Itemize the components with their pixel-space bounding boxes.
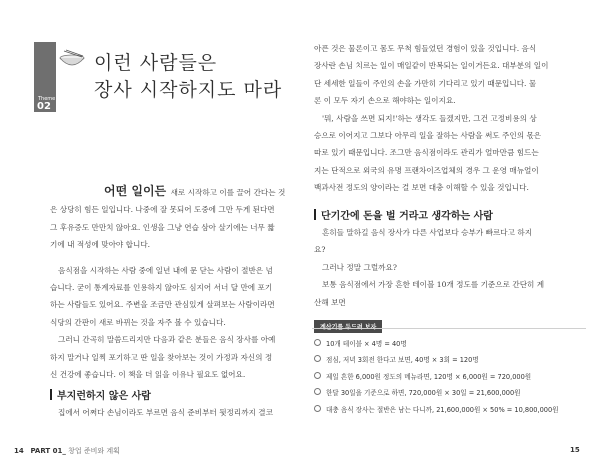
text-line: 그러니 간곡히 말씀드리지만 다음과 같은 분들은 음식 장사를 아예: [58, 335, 276, 345]
text-line: 음식점을 시작하는 사람 중에 일년 내에 문 닫는 사람이 절반은 넘: [58, 265, 273, 275]
text-line: 단 세세한 일들이 주인의 손을 가만히 기다리고 있기 때문입니다. 물: [314, 78, 537, 88]
right-page: [300, 0, 600, 470]
text-line: 보통 음식점에서 가장 흔한 테이블 10개 정도를 기준으로 간단히 계: [322, 280, 545, 290]
left-body-continued: [58, 404, 298, 421]
text-line: 지는 단적으로 외국의 유명 프랜차이즈업체의 경우 그 운영 매뉴얼이: [314, 165, 539, 175]
text-line: 그 후유증도 만만치 않아요. 인생을 그냥 연습 삼아 살기에는 너무 짧: [50, 222, 275, 232]
left-body: [50, 183, 290, 383]
text-line: 새로 시작하고 이를 끌어 간다는 것: [170, 188, 286, 197]
chapter-title-line1: 이런 사람들은: [94, 52, 218, 74]
text-line: 기에 내 적성에 맞아야 합니다.: [50, 240, 151, 250]
section-heading-text: 단기간에 돈을 벌 거라고 생각하는 사람: [321, 211, 493, 222]
text-line: 론 이 모두 자기 손으로 해야하는 일이지요.: [314, 96, 456, 106]
text-line: 산해 보면: [314, 297, 346, 307]
list-item-text: 제일 흔한 6,000원 정도의 메뉴라면, 120명 × 6,000원 = 720,000원: [326, 372, 532, 381]
text-line: 신 건강에 좋습니다. 이 책을 더 읽을 이유나 필요도 없어요.: [50, 370, 246, 380]
text-line: 승으로 이어지고 그보다 아무리 일을 잘하는 사람을 써도 주인의 몫은: [314, 131, 542, 141]
text-line: 은 상당히 힘든 일입니다. 나중에 잘 못되어 도중에 그만 두게 된다면: [50, 205, 275, 215]
part-label: PART 01_: [30, 447, 66, 455]
bullet-circle-icon: [314, 405, 321, 412]
bullet-circle-icon: [314, 355, 321, 362]
theme-number: 02: [37, 101, 51, 112]
list-item-text: 10개 테이블 × 4명 = 40명: [326, 340, 407, 348]
bullet-circle-icon: [314, 339, 321, 346]
page-number: 14: [14, 447, 24, 455]
theme-label: Theme: [38, 96, 56, 102]
section-heading-text: 부지런하지 않은 사람: [57, 391, 151, 402]
text-line: 요?: [314, 245, 326, 255]
text-line: 습니다. 굳이 통계자료를 인용하지 않아도 심지어 서너 달 만에 포기: [50, 283, 273, 293]
list-item: [314, 369, 589, 385]
chapter-title-line2: 장사 시작하지도 마라: [94, 79, 283, 101]
text-line: 집에서 어쩌다 손님이라도 부르면 음식 준비부터 뒷정리까지 결코: [58, 408, 273, 417]
right-footer: [570, 446, 580, 454]
list-item-text: 한달 30일을 기준으로 하면, 720,000원 × 30일 = 21,600,000원: [326, 389, 521, 398]
calculation-list: [314, 336, 589, 418]
text-line: 그러나 정말 그럴까요?: [322, 262, 397, 272]
list-item-text: 점심, 저녁 3회전 한다고 보면, 40명 × 3회 = 120명: [326, 356, 479, 365]
right-body-bottom: [314, 224, 584, 311]
list-item-text: 대충 음식 장사는 절반은 남는 다니까, 21,600,000원 × 50% = 10,800,000원: [326, 405, 559, 414]
list-item: [314, 336, 589, 352]
page-number: 15: [570, 446, 580, 454]
divider: [312, 328, 586, 329]
right-body-top: [314, 40, 584, 197]
text-line: 하지 말거나 일찍 포기하고 딴 일을 찾아보는 것이 가정과 자신의 정: [50, 352, 273, 362]
bullet-circle-icon: [314, 388, 321, 395]
text-line: 아픈 것은 물론이고 몸도 무척 힘들었던 경험이 있을 것입니다. 음식: [314, 44, 537, 53]
text-line: 따로 있기 때문입니다. 조그만 음식점이라도 관리가 얼마만큼 힘드는: [314, 148, 539, 158]
list-item: [314, 385, 589, 401]
section-heading: [314, 207, 493, 222]
list-item: [314, 402, 589, 418]
bullet-circle-icon: [314, 372, 321, 379]
calculation-box-label: [314, 320, 382, 333]
text-line: 하는 사람들도 있어요. 주변을 조금만 관심있게 살펴보는 사람이라면: [50, 300, 275, 310]
section-label: 창업 준비와 계획: [68, 447, 120, 455]
lead-phrase: 어떤 일이든: [104, 184, 167, 198]
text-line: 흔히들 말하길 음식 장사가 다른 사업보다 승부가 빠르다고 하지: [322, 228, 533, 237]
section-heading: [50, 387, 151, 402]
paragraph-1-first-line: [50, 183, 290, 201]
noodle-bowl-icon: [56, 48, 88, 72]
left-footer: [14, 446, 120, 456]
list-item: [314, 352, 589, 368]
text-line: 백과사전 정도의 양이라는 걸 보면 대충 이해할 수 있을 것입니다.: [314, 183, 529, 193]
text-line: '뭐, 사람을 쓰면 되지!'하는 생각도 들겠지만, 그건 고정비용의 상: [322, 113, 537, 123]
text-line: 식당의 간판이 새로 바뀌는 것을 자주 볼 수 있습니다.: [50, 317, 226, 327]
text-line: 장사란 손님 치르는 일이 매일같이 반복되는 일이거든요. 대부분의 일이: [314, 61, 549, 71]
